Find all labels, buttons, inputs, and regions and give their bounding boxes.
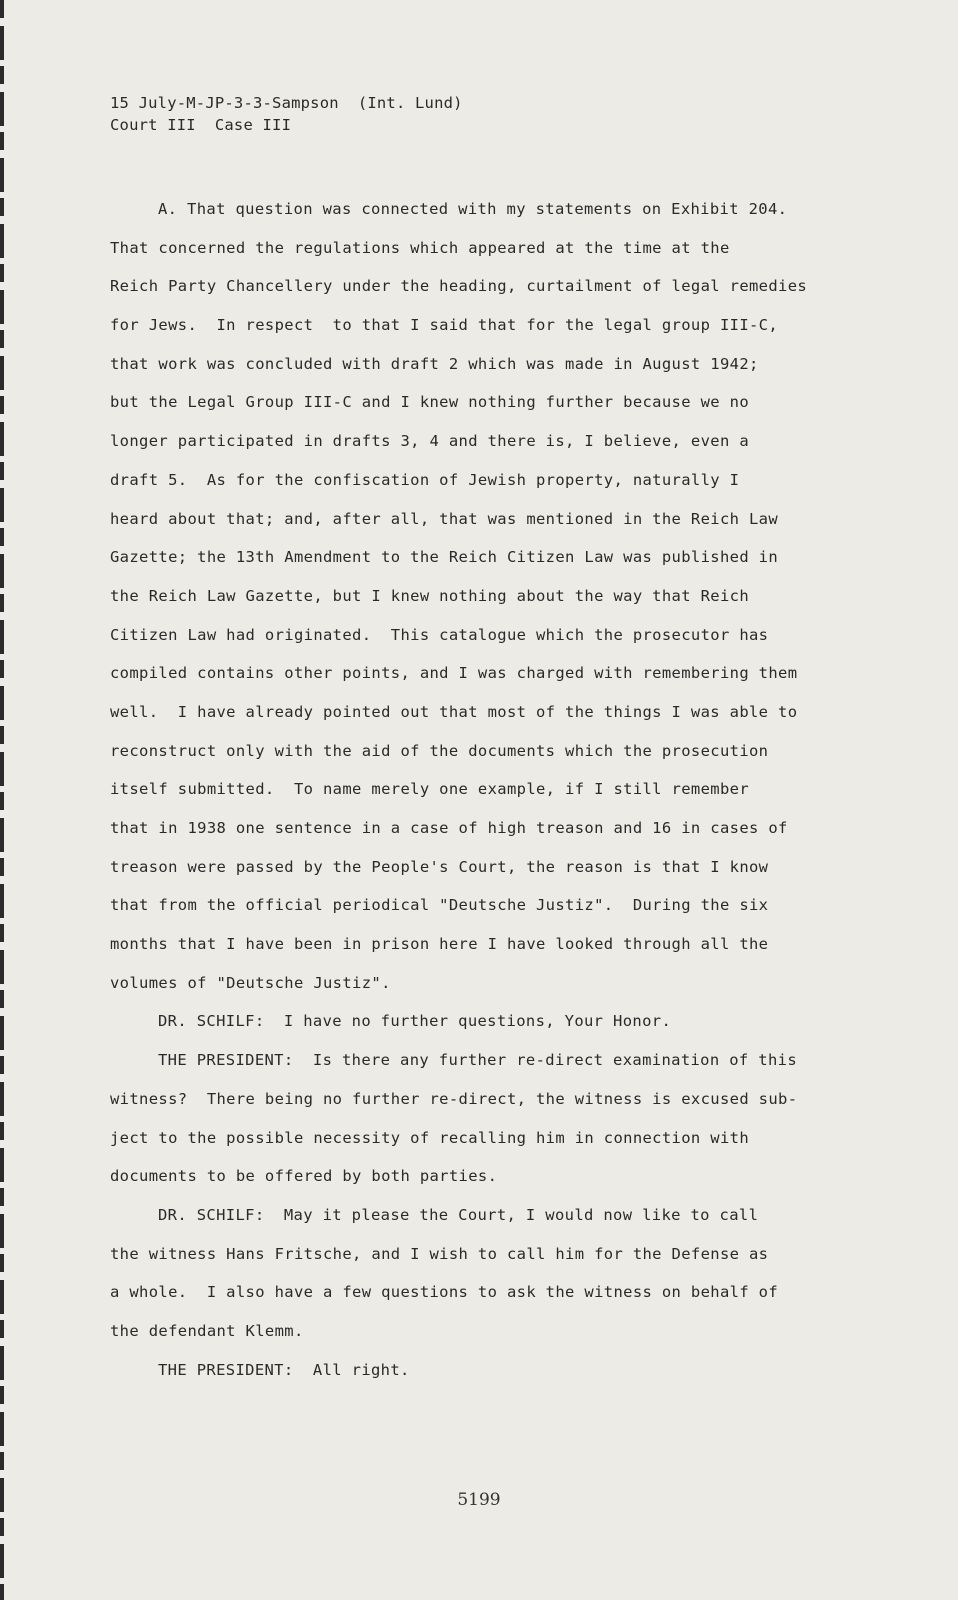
transcript-line: itself submitted. To name merely one example, if I still remember	[110, 780, 749, 799]
transcript-line: draft 5. As for the confiscation of Jewish property, naturally I	[110, 470, 740, 489]
transcript-body	[110, 190, 840, 1389]
transcript-line: months that I have been in prison here I have looked through all the	[110, 935, 769, 954]
transcript-line: but the Legal Group III-C and I knew nothing further because we no	[110, 393, 749, 412]
transcript-line: treason were passed by the People's Court, the reason is that I know	[110, 857, 769, 876]
transcript-line: documents to be offered by both parties.	[110, 1167, 498, 1186]
transcript-line: well. I have already pointed out that most of the things I was able to	[110, 702, 798, 721]
header-line-2: Court III Case III	[110, 116, 292, 134]
transcript-line: THE PRESIDENT: All right.	[158, 1360, 410, 1379]
transcript-line: that work was concluded with draft 2 which was made in August 1942;	[110, 354, 759, 373]
transcript-line: heard about that; and, after all, that was mentioned in the Reich Law	[110, 509, 779, 528]
transcript-line: THE PRESIDENT: Is there any further re-direct examination of this	[158, 1051, 797, 1070]
header-line-1: 15 July-M-JP-3-3-Sampson (Int. Lund)	[110, 94, 463, 112]
transcript-line: the Reich Law Gazette, but I knew nothing about the way that Reich	[110, 586, 749, 605]
transcript-line: volumes of "Deutsche Justiz".	[110, 973, 391, 992]
transcript-line: That concerned the regulations which appeared at the time at the	[110, 238, 730, 257]
transcript-line: reconstruct only with the aid of the documents which the prosecution	[110, 741, 769, 760]
transcript-line: that from the official periodical "Deutsche Justiz". During the six	[110, 896, 769, 915]
transcript-line: a whole. I also have a few questions to ask the witness on behalf of	[110, 1283, 779, 1302]
transcript-line: witness? There being no further re-direct, the witness is excused sub-	[110, 1089, 798, 1108]
transcript-line: A. That question was connected with my statements on Exhibit 204.	[158, 200, 788, 218]
transcript-line: longer participated in drafts 3, 4 and there is, I believe, even a	[110, 432, 749, 451]
transcript-line: compiled contains other points, and I was charged with remembering them	[110, 664, 798, 683]
transcript-line: ject to the possible necessity of recalling him in connection with	[110, 1128, 749, 1147]
transcript-line: for Jews. In respect to that I said that for the legal group III-C,	[110, 316, 779, 335]
transcript-line: DR. SCHILF: I have no further questions, Your Honor.	[158, 1012, 672, 1031]
document-header	[110, 92, 463, 136]
scan-edge	[0, 0, 4, 1600]
transcript-line: Citizen Law had originated. This catalogue which the prosecutor has	[110, 625, 769, 644]
transcript-line: that in 1938 one sentence in a case of high treason and 16 in cases of	[110, 819, 788, 837]
transcript-line: the defendant Klemm.	[110, 1321, 304, 1340]
page-number: 5199	[457, 1490, 501, 1510]
transcript-line: DR. SCHILF: May it please the Court, I would now like to call	[158, 1205, 759, 1224]
transcript-line: Gazette; the 13th Amendment to the Reich Citizen Law was published in	[110, 548, 779, 567]
transcript-line: Reich Party Chancellery under the heading, curtailment of legal remedies	[110, 277, 808, 296]
transcript-line: the witness Hans Fritsche, and I wish to call him for the Defense as	[110, 1244, 769, 1263]
